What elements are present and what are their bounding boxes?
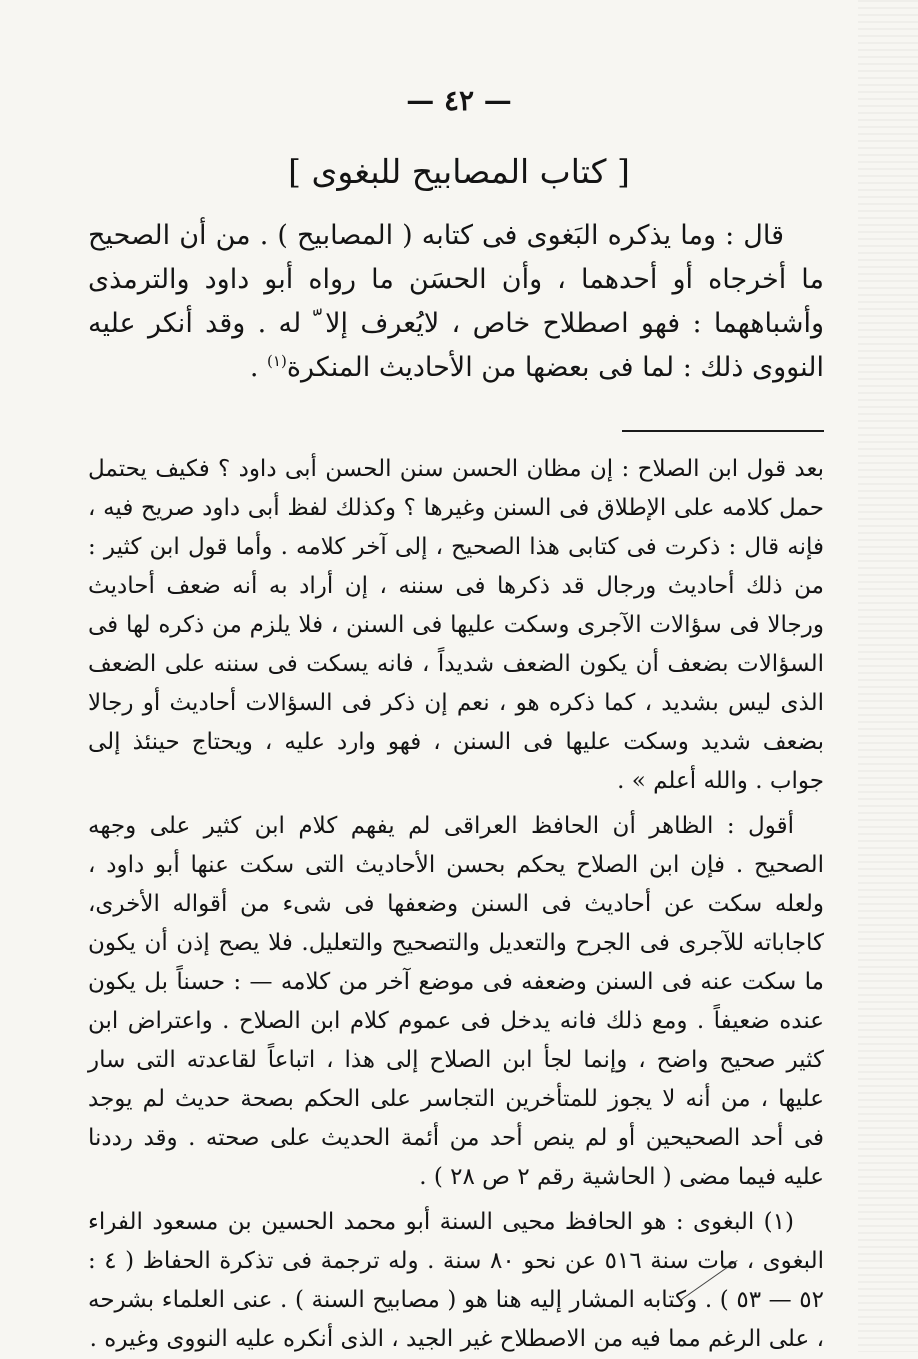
footnote-separator <box>622 430 824 432</box>
footnote-marker: (١) <box>267 352 287 370</box>
section-heading: [ كتاب المصابيح للبغوى ] <box>288 152 630 191</box>
note-continuation: بعد قول ابن الصلاح : إن مظان الحسن سنن الحسن أبى داود ؟ فكيف يحتمل حمل كلامه على الإطلاق فى السنن وغيرها ؟ وكذلك لفظ أبى داود صريح فيه ، فإنه قال : ذكرت فى كتابى هذا الصحيح ، إلى آخر كلامه . وأما قول ابن كثير : من ذلك أحاديث ورجال قد ذكرها فى سننه ، إن أراد به أنه ضعف أحاديث ورجالا فى سؤالات الآجرى وسكت عليها فى السنن ، فلا يلزم من ذكره لها فى السؤالات بضعف أن يكون الضعف شديداً ، فانه يسكت فى سننه على الضعف الذى ليس بشديد ، كما ذكره هو ، نعم إن ذكر فى السؤالات أحاديث أو رجالا بضعف شديد وسكت عليها فى السنن ، فهو وارد عليه ، ويحتاج حينئذ إلى جواب . والله أعلم » . <box>88 456 824 794</box>
scan-edge-noise <box>858 0 918 1352</box>
main-paragraph-end: . <box>249 352 268 383</box>
main-paragraph-text: قال : وما يذكره البَغوى فى كتابه ( المصابيح ) . من أن الصحيح ما أخرجاه أو أحدهما ، وأن الحسَن ما رواه أبو داود والترمذى وأشباههما : فهو اصطلاح خاص ، لايُعرف إلا ّ له . وقد أنكر عليه النووى ذلك : لما فى بعضها من الأحاديث المنكرة <box>88 220 824 383</box>
page-number: — ٤٢ — <box>406 84 512 117</box>
note-footnote-1: (١) البغوى : هو الحافظ محيى السنة أبو محمد الحسين بن مسعود الفراء البغوى ، مات سنة ٥١٦ عن نحو ٨٠ سنة . وله ترجمة فى تذكرة الحفاظ ( ٤ : ٥٢ — ٥٣ ) . وكتابه المشار إليه هنا هو ( مصابيح السنة ) . عنى العلماء بشرحه ، على الرغم مما فيه من الاصطلاح غير الجيد ، الذى أنكره عليه النووى وغيره . <box>88 1209 825 1352</box>
note-commentary: أقول : الظاهر أن الحافظ العراقى لم يفهم كلام ابن كثير على وجهه الصحيح . فإن ابن الصلاح يحكم بحسن الأحاديث التى سكت عنها أبو داود ، ولعله سكت عن أحاديث فى السنن وضعفها فى شىء من أقواله الأخرى، كاجاباته للآجرى فى الجرح والتعديل والتصحيح والتعليل. فلا يصح إذن أن يكون ما سكت عنه فى السنن وضعفه فى موضع آخر من كلامه — : حسناً بل يكون عنده ضعيفاً . ومع ذلك فانه يدخل فى عموم كلام ابن الصلاح . واعتراض ابن كثير صحيح واضح ، وإنما لجأ ابن الصلاح إلى هذا ، اتباعاً لقاعدته التى سار عليها ، من أنه لا يجوز للمتأخرين التجاسر على الحكم بصحة حديث لم يوجد فى أحد الصحيحين أو لم ينص أحد من أئمة الحديث على صحته . وقد رددنا عليه فيما مضى ( الحاشية رقم ٢ ص ٢٨ ) . <box>88 813 824 1190</box>
main-text <box>88 214 824 390</box>
footnotes <box>88 450 824 1359</box>
main-paragraph <box>88 214 824 390</box>
